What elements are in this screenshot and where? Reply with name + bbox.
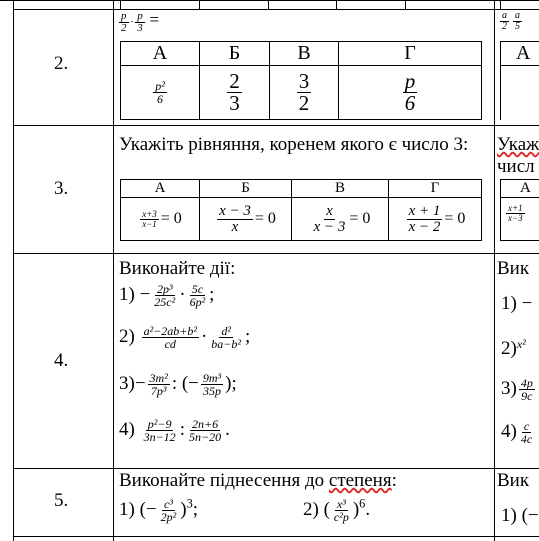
fraction	[209, 325, 243, 350]
fraction-denominator: 6	[404, 91, 416, 115]
fraction-denominator: x − 3	[313, 218, 346, 235]
fraction-denominator: ba−b²	[211, 337, 241, 351]
task-prompt: Укажіть рівняння, коренем якого є число 3:	[119, 134, 469, 155]
fraction	[140, 210, 159, 229]
right-column-fragment-item1: 1) (−	[501, 505, 539, 526]
right-column-fragment-prompt: Вик	[497, 470, 530, 491]
fraction-denominator: 7p³	[150, 384, 167, 398]
prompt-end: :	[391, 470, 397, 491]
right-column-fragment-item4	[501, 420, 536, 445]
fraction-numerator: 5c	[191, 282, 204, 296]
item-label: 2)	[501, 338, 517, 359]
fraction-denominator: 6p²	[189, 295, 206, 309]
fraction-denominator: c²p	[333, 510, 349, 524]
fraction-denominator: 2p²	[160, 510, 177, 524]
fraction	[142, 325, 199, 350]
fraction-denominator: 5	[515, 21, 520, 32]
fraction	[227, 71, 242, 114]
fraction	[119, 11, 129, 34]
fraction-numerator: 3	[298, 69, 310, 93]
fraction	[152, 283, 177, 308]
right-table-header-border	[500, 65, 539, 66]
item-label: 2) (	[303, 498, 330, 520]
task-number: 2.	[54, 53, 69, 74]
answer-option-d	[339, 66, 482, 120]
terminator: ;	[245, 325, 251, 347]
answer-table	[120, 41, 482, 120]
answer-option-c	[292, 198, 389, 241]
spellcheck-flagged-word: степеня	[328, 470, 392, 491]
fraction	[187, 418, 223, 443]
grid-vline-mid	[494, 0, 495, 541]
fraction-numerator: x+1	[508, 203, 523, 213]
operator: :	[179, 418, 185, 440]
exercise-item-1	[119, 498, 198, 523]
fraction	[506, 204, 525, 223]
right-column-fragment-item2	[501, 337, 526, 360]
task-prompt	[119, 470, 397, 492]
fraction-denominator: 3	[229, 91, 240, 115]
fraction-numerator: p	[404, 69, 416, 93]
right-table-bottom-border	[500, 240, 539, 241]
fraction-denominator: 25c²	[154, 295, 176, 309]
answer-option-a	[121, 198, 200, 241]
grid-vline-left	[13, 0, 14, 541]
grid-top-line	[0, 0, 539, 1]
terminator: .	[365, 498, 371, 520]
grid-hline-row3-top	[13, 125, 539, 126]
right-column-fragment-line1: Укаж	[497, 134, 539, 155]
fraction-numerator: x − 3	[219, 202, 251, 219]
exercise-item-4	[119, 418, 230, 443]
exercise-item-2	[303, 498, 370, 523]
task-number: 3.	[54, 178, 69, 199]
answer-option-b	[200, 198, 292, 241]
fraction-numerator: x²	[516, 337, 526, 351]
operator: ·	[200, 325, 208, 347]
operator: : (−	[171, 372, 199, 394]
fraction-numerator: p	[121, 10, 127, 22]
prev-table-vline-3	[268, 0, 269, 9]
item-label: 1)	[119, 283, 135, 305]
fraction-denominator: x−3	[508, 213, 523, 223]
operator: ·	[130, 16, 134, 29]
right-table-fraction	[504, 204, 527, 223]
item-label: 4)	[119, 418, 135, 440]
right-column-fragment-item1: 1) −	[501, 293, 533, 314]
exercise-item-3	[119, 372, 237, 397]
fraction-numerator: 3m²	[149, 371, 168, 385]
fraction	[217, 204, 253, 235]
answer-header-b: Б	[200, 42, 270, 66]
sign: −	[134, 372, 146, 394]
equation-rhs: = 0	[160, 209, 182, 227]
exercise-item-1	[119, 283, 214, 308]
fraction-numerator: a	[502, 10, 507, 21]
right-column-fragment	[498, 11, 524, 32]
close-paren: )	[180, 498, 187, 520]
fraction-denominator: 2	[298, 91, 310, 115]
fraction-denominator: 35p	[203, 384, 222, 398]
fraction	[519, 377, 535, 402]
fraction-denominator: 4c	[520, 432, 533, 446]
item-label: 1) (−	[119, 498, 157, 520]
task-number: 5.	[54, 490, 69, 511]
fraction-numerator: x+3	[142, 208, 157, 219]
answer-header-d: Г	[389, 180, 482, 198]
answer-header-c: В	[292, 180, 389, 198]
equation-rhs: = 0	[254, 209, 276, 227]
fraction-denominator: 3n−12	[143, 430, 176, 444]
fraction	[403, 71, 418, 114]
fraction-numerator: p²−9	[147, 417, 172, 431]
fraction	[312, 204, 348, 235]
exercise-item-2	[119, 325, 250, 350]
prev-table-vline-5	[405, 0, 406, 9]
fraction	[519, 420, 534, 445]
fraction	[513, 11, 522, 32]
task-prompt: Виконайте дії:	[119, 258, 236, 279]
terminator: ;	[192, 498, 199, 520]
right-table-left-border	[500, 41, 501, 120]
fraction-numerator: x + 1	[408, 202, 441, 219]
prev-table-vline-6	[500, 0, 501, 9]
prompt-text: Виконайте піднесення до	[119, 470, 329, 491]
equation-rhs: = 0	[349, 209, 371, 227]
fraction-denominator: 5n−20	[188, 430, 222, 444]
exponent: 6	[359, 496, 366, 511]
fraction	[407, 204, 443, 235]
fraction-numerator: x³	[336, 497, 346, 511]
operator: ·	[179, 283, 186, 305]
prev-table-vline-2	[199, 0, 200, 9]
fraction-numerator: d²	[221, 324, 231, 338]
fraction-numerator: 9m³	[202, 371, 222, 385]
terminator: .	[225, 418, 230, 440]
terminator: );	[225, 372, 237, 394]
answer-header-b: Б	[200, 180, 292, 198]
task-expression	[117, 11, 159, 34]
fraction-numerator: a	[515, 10, 520, 21]
right-table-header-letter: А	[520, 180, 531, 196]
fraction-numerator: 4p	[520, 376, 533, 390]
fraction	[153, 80, 167, 105]
fraction-numerator: 2p³	[156, 282, 173, 296]
fraction	[188, 283, 208, 308]
item-label: 3)	[119, 372, 135, 394]
answer-option-c	[270, 66, 339, 120]
fraction-denominator: x − 2	[408, 218, 441, 235]
grid-hline-row2-top	[13, 9, 539, 10]
fraction	[135, 11, 145, 34]
fraction-numerator: 2n+6	[191, 417, 219, 431]
prev-table-vline-1	[120, 0, 121, 9]
terminator: ;	[209, 283, 215, 305]
answer-header-a: А	[121, 180, 200, 198]
fraction-numerator: p²	[155, 79, 165, 93]
fraction-numerator: x	[326, 202, 333, 219]
grid-hline-row4-top	[13, 253, 539, 254]
right-table-left-border	[500, 179, 501, 241]
grid-hline-bottom	[13, 536, 539, 537]
item-label: 2)	[119, 325, 135, 347]
right-table-header-letter: А	[516, 42, 531, 64]
fraction-denominator: x−1	[142, 218, 157, 229]
grid-hline-row5-top	[13, 468, 539, 469]
fraction-numerator: 2	[229, 69, 240, 93]
prev-table-vline-4	[336, 0, 337, 9]
answer-header-a: А	[121, 42, 200, 66]
fraction	[332, 498, 351, 523]
answer-option-d	[389, 198, 482, 241]
fraction-denominator: 6	[156, 92, 163, 106]
fraction-denominator: 3	[137, 22, 143, 34]
answer-header-c: В	[270, 42, 339, 66]
fraction	[297, 71, 312, 114]
answer-header-d: Г	[339, 42, 482, 66]
fraction-numerator: c³	[163, 497, 173, 511]
exponent: 3	[186, 496, 193, 511]
item-label: 4)	[501, 420, 517, 442]
fraction	[142, 418, 178, 443]
fraction	[159, 498, 179, 523]
fraction	[148, 372, 170, 397]
right-column-fragment-prompt: Вик	[497, 258, 530, 279]
fraction-numerator: a²−2ab+b²	[143, 324, 197, 338]
fraction-denominator: 9c	[521, 389, 533, 403]
equation-rhs: = 0	[444, 209, 466, 227]
answer-option-a	[121, 66, 200, 120]
fraction-numerator: p	[137, 10, 143, 22]
item-label: 3)	[501, 377, 517, 399]
fraction-denominator: 2	[502, 21, 507, 32]
right-table-header-border	[500, 197, 539, 198]
fraction	[500, 11, 509, 32]
right-column-fragment-line2: числ	[497, 156, 535, 177]
grid-vline-num	[113, 0, 114, 541]
fraction-denominator: x	[231, 218, 239, 235]
fraction	[201, 372, 223, 397]
answer-option-b	[200, 66, 270, 120]
answer-table	[120, 179, 482, 241]
equals-sign: =	[149, 10, 160, 30]
task-number: 4.	[54, 350, 69, 371]
fraction-denominator: cd	[164, 337, 176, 351]
fraction-numerator: c	[523, 419, 530, 433]
close-paren: )	[352, 498, 360, 520]
right-column-fragment-item3	[501, 377, 537, 402]
sign: −	[139, 283, 151, 305]
fraction-denominator: 2	[121, 22, 127, 34]
